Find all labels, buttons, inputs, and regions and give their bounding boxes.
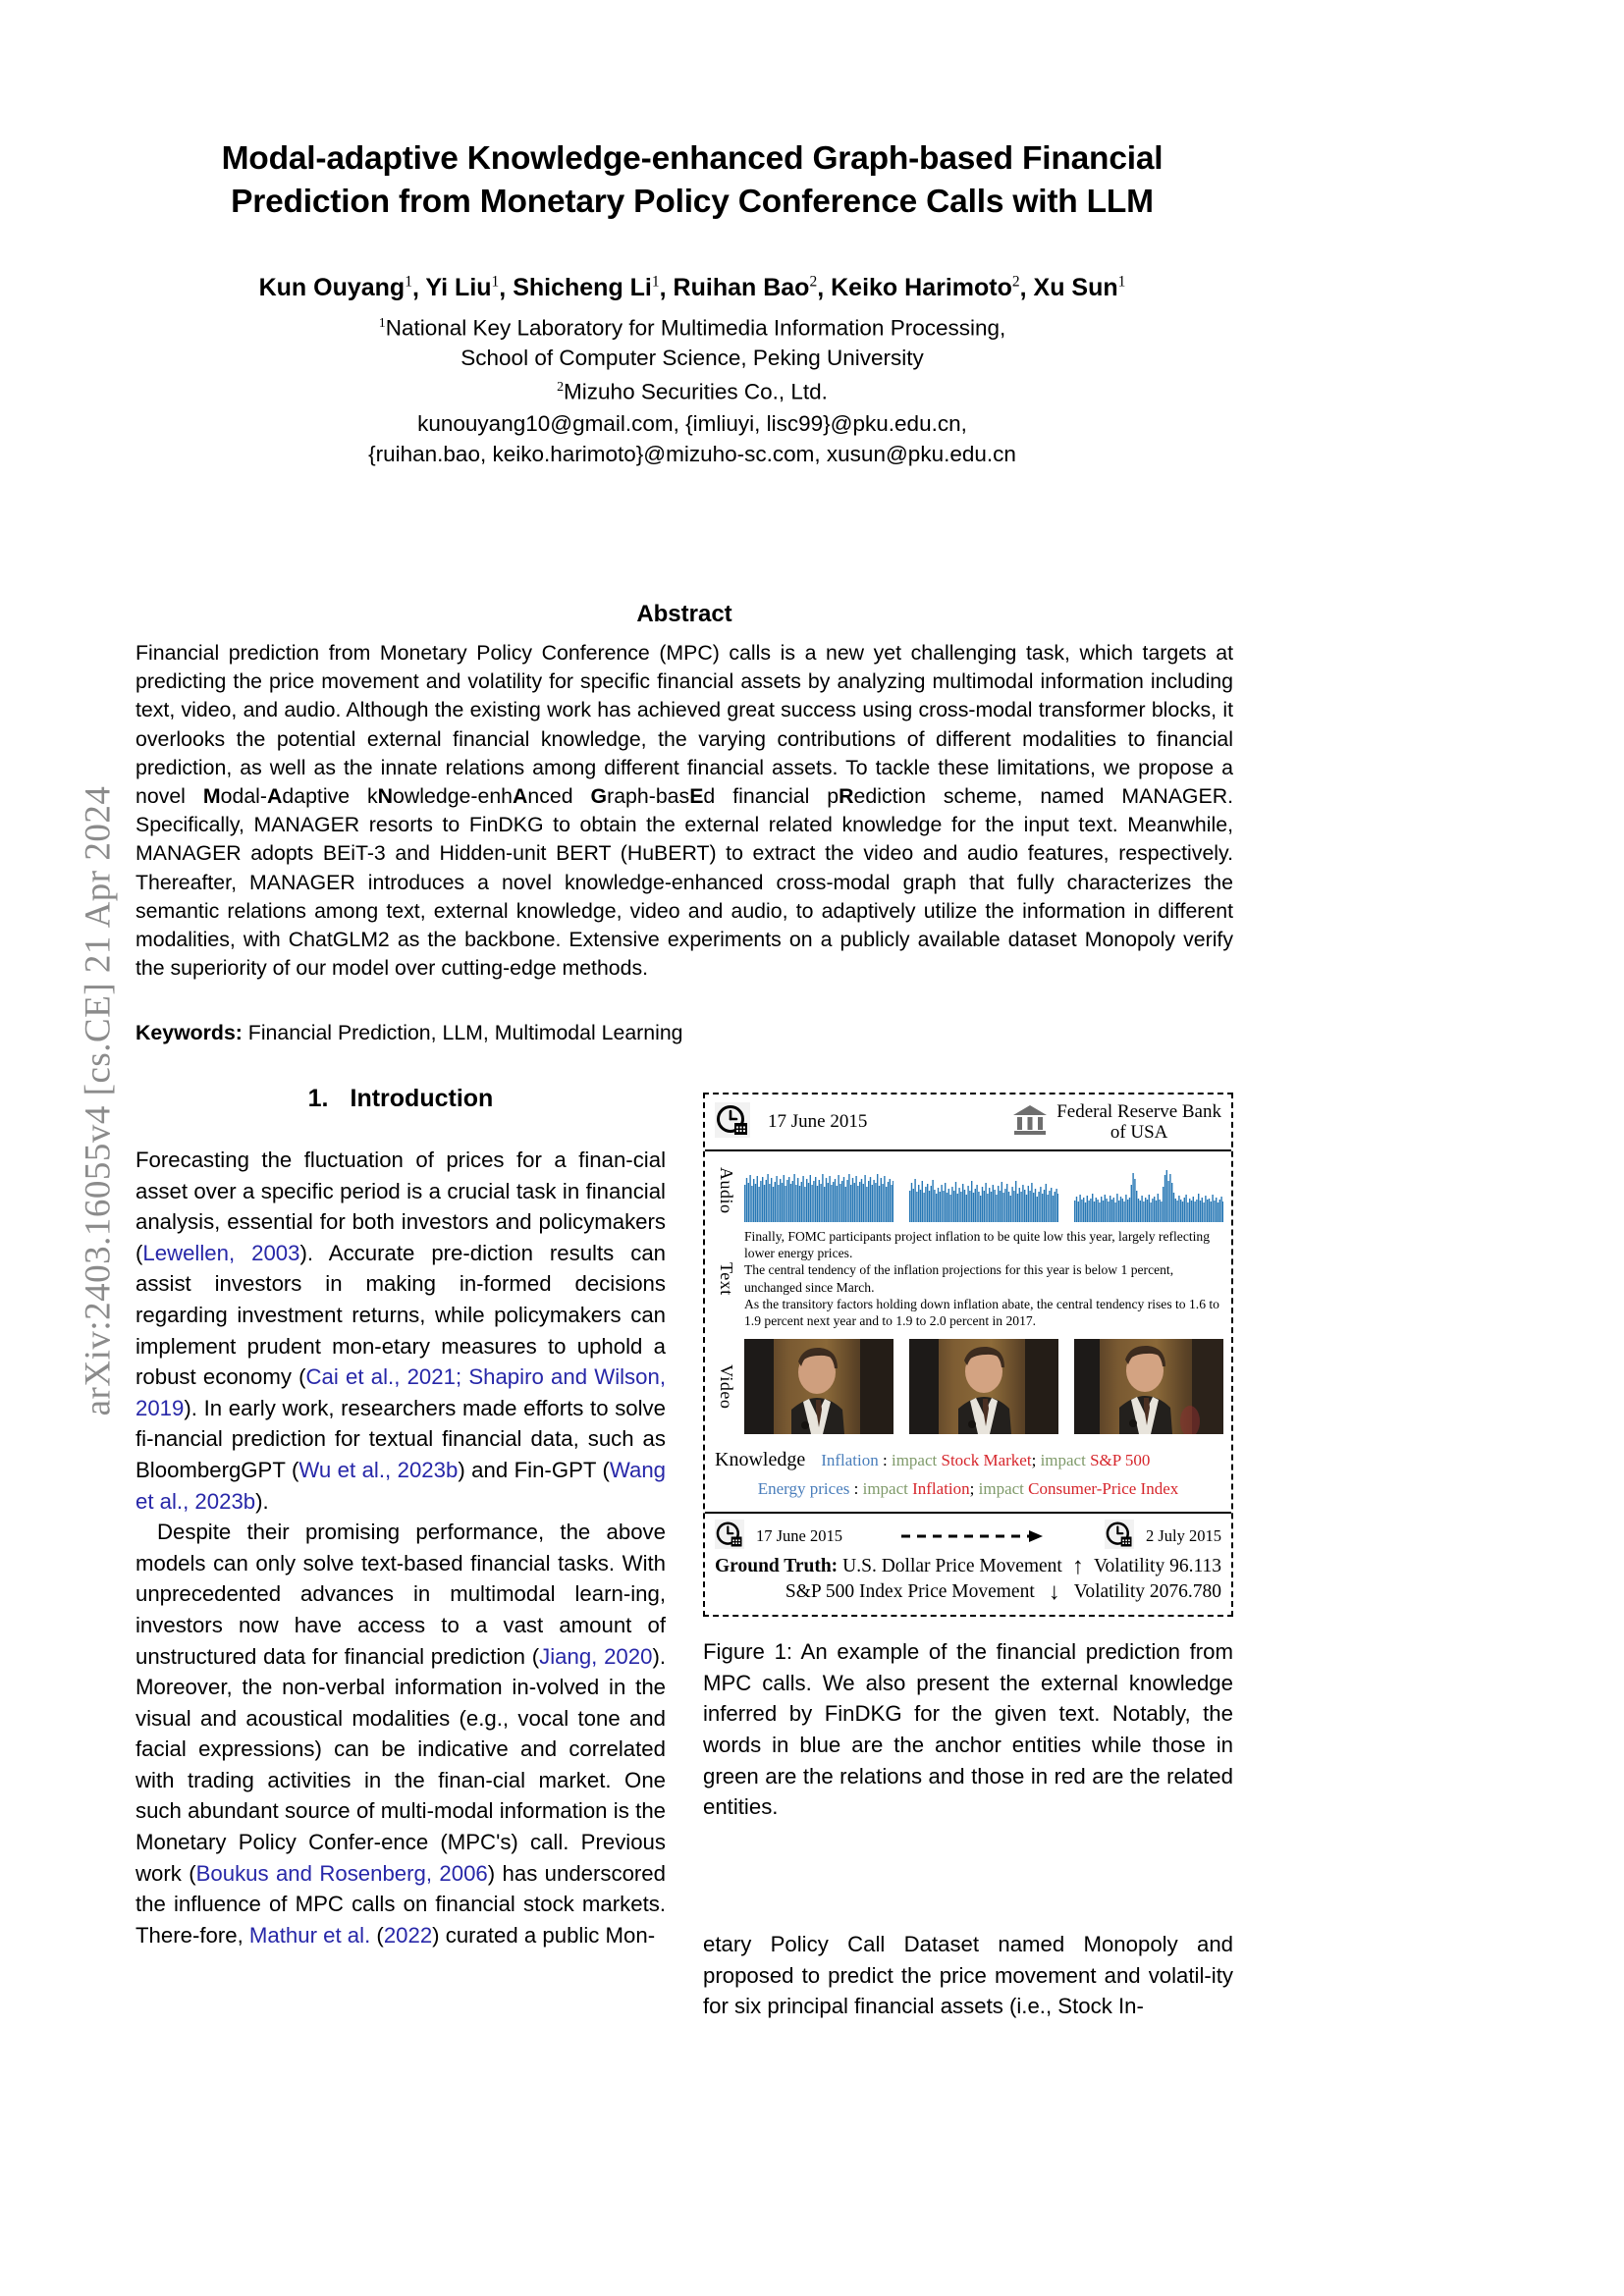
author-3-affil-marker: 1 [651, 274, 660, 291]
abstract-body: Financial prediction from Monetary Policy Conference (MPC) calls is a new yet challenging task, which targets at predicting the price movement and volatility for specific financial assets by analyzing multimodal information including text, video, and audio. Although the existing work has achieved great success using cross-modal transformer blocks, it overlooks the potential external financial knowledge, the varying contributions of different modalities to financial prediction, as well as the innate relations among different financial assets. To tackle these limitations, we propose a novel Modal-Adaptive kNowledge-enhAnced Graph-basEd financial pRediction scheme, named MANAGER. Specifically, MANAGER resorts to FinDKG to obtain the external related knowledge for the input text. Meanwhile, MANAGER adopts BEiT-3 and Hidden-unit BERT (HuBERT) to extract the video and audio features, respectively. Thereafter, MANAGER introduces a novel knowledge-enhanced cross-modal graph that fully characterizes the semantic relations among text, external knowledge, video and audio, to adaptively utilize the information in different modalities, with ChatGLM2 as the backbone. Extensive experiments on a publicly available dataset Monopoly verify the superiority of our model over cutting-edge methods. [135, 641, 1233, 981]
citation-wu-2023b[interactable]: Wu et al., 2023b [298, 1457, 459, 1482]
author-4-affil-marker: 2 [809, 274, 818, 291]
authors-line: Kun Ouyang$^1$, Yi Liu$^1$, Shicheng Li$^1$, Ruihan Bao$^2$, Keiko Harimoto$^2$, Xu Sun$^1$ [258, 274, 1126, 302]
citation-cai-shapiro[interactable]: Cai et al., 2021; Shapiro and Wilson, 2019 [135, 1364, 666, 1420]
gt-volatility-1: Volatility 96.113 [1093, 1556, 1221, 1577]
related-entity-sp500: S&P 500 [1090, 1451, 1151, 1470]
transcript-line-5: As the transitory factors holding down inflation abate, the central tendency rises to 1.6 to [744, 1296, 1219, 1311]
ground-truth-timeline [715, 1520, 1221, 1553]
author-2: Yi Liu$^1$ [425, 274, 500, 302]
knowledge-label: Knowledge [715, 1449, 806, 1471]
timeline-arrow-icon [842, 1529, 1105, 1543]
title-block [152, 137, 1232, 469]
clock-calendar-icon-end [1105, 1520, 1134, 1554]
keywords-value: Financial Prediction, LLM, Multimodal Learning [242, 1021, 683, 1044]
section-1-heading [135, 1085, 666, 1113]
email-line-2: {ruihan.bao, keiko.harimoto}@mizuho-sc.com, xusun@pku.edu.cn [368, 442, 1016, 467]
citation-mathur-name[interactable]: Mathur et al. [248, 1922, 371, 1948]
gt-direction-arrow-up: ↑ [1071, 1554, 1084, 1580]
figure-header-date: 17 June 2015 [768, 1111, 868, 1132]
related-entity-cpi: Consumer-Price Index [1028, 1479, 1179, 1499]
ground-truth-label: Ground Truth: [715, 1556, 839, 1577]
author-6: Xu Sun$^1$ [1033, 274, 1126, 302]
citation-mathur-year[interactable]: 2022 [383, 1922, 433, 1948]
author-5: Keiko Harimoto$^2$ [831, 274, 1020, 302]
left-column [135, 1085, 666, 1950]
relation-impact-4: impact [978, 1479, 1024, 1499]
audio-waveform-2 [909, 1165, 1058, 1222]
citation-lewellen-2003[interactable]: Lewellen, 2003 [142, 1240, 300, 1265]
figure-audio-row [705, 1151, 1231, 1226]
knowledge-line-2 [715, 1473, 1221, 1502]
figure-1-caption: Figure 1: An example of the financial prediction from MPC calls. We also present the external knowledge inferred by FinDKG for the given text. Notably, the words in blue are the anchor entities while those in green are the relations and those in red are the related entities. [703, 1639, 1233, 1820]
abstract-text-pre: Financial prediction from Monetary Policy Conference (MPC) calls is a new yet challenging task, which targets at predicting the price movement and volatility for specific financial assets by analyzing multimodal information including text, video, and audio. Although the existing work has achieved great success using cross-modal transformer blocks, it overlooks the potential external financial knowledge, the varying contributions of different modalities to financial prediction, as well as the innate relations among different financial assets. To tackle these limitations, we propose a novel [135, 641, 1233, 809]
author-6-affil-marker: 1 [1117, 274, 1126, 291]
relation-impact-3: impact [862, 1479, 908, 1499]
knowledge-triple-1: Inflation : impact Stock Market; impact S&P 500 [821, 1451, 1151, 1470]
clock-calendar-icon-start [715, 1520, 744, 1554]
transcript-line-1: Finally, FOMC participants project inflation to be quite low this year, largely reflecting [744, 1229, 1210, 1244]
author-1: Kun Ouyang$^1$ [258, 274, 412, 302]
transcript-line-4: unchanged since March. [744, 1279, 875, 1295]
audio-waveform-3 [1074, 1165, 1223, 1222]
page-title: Modal-adaptive Knowledge-enhanced Graph-based Financial Prediction from Monetary Policy Conference Calls with LLM [221, 140, 1164, 220]
section-1-number: 1. [307, 1085, 329, 1112]
gt-direction-arrow-down: ↓ [1048, 1579, 1060, 1606]
abstract-text-post: scheme, named MANAGER. Specifically, MANAGER resorts to FinDKG to obtain the external related knowledge for the input text. Meanwhile, MANAGER adopts BEiT-3 and Hidden-unit BERT (HuBERT) to extract the video and audio features, respectively. Thereafter, MANAGER introduces a novel knowledge-enhanced cross-modal graph that fully characterizes the semantic relations among text, external knowledge, video and audio, to adaptively utilize the information in different modalities, with ChatGLM2 as the backbone. Extensive experiments on a publicly available dataset Monopoly verify the superiority of our model over cutting-edge methods. [135, 784, 1233, 981]
figure-knowledge-row [705, 1441, 1231, 1514]
knowledge-triple-2: Energy prices : impact Inflation; impact Consumer-Price Index [757, 1479, 1179, 1499]
affiliation-1: $^1$National Key Laboratory for Multimedia Information Processing, [378, 315, 1006, 341]
relation-impact-2: impact [1040, 1451, 1086, 1470]
ground-truth-values [715, 1554, 1221, 1605]
gt-asset-2: S&P 500 Index Price Movement [785, 1581, 1035, 1603]
author-2-affil-marker: 1 [491, 274, 500, 291]
bank-icon [1011, 1102, 1049, 1143]
anchor-entity-inflation: Inflation [821, 1451, 879, 1470]
figure-ground-truth-row [705, 1514, 1231, 1615]
author-5-affil-marker: 2 [1011, 274, 1020, 291]
anchor-entity-energy-prices: Energy prices [757, 1479, 850, 1499]
figure-header-bank: Federal Reserve Bank of USA [1056, 1101, 1221, 1143]
abstract-heading: Abstract [636, 601, 732, 627]
abstract-section [135, 601, 1233, 983]
intro-paragraph-2: Despite their promising performance, the above models can only solve text-based financial tasks. With unprecedented advances in multimodal learn-ing, investors now have access to a vast amount of unstructured data for financial prediction (Jiang, 2020). Moreover, the non-verbal information in-volved in the visual and acoustical modalities (e.g., vocal tone and facial expressions) can be indicative and correlated with trading activities in the finan-cial market. One such abundant source of multi-modal information is the Monetary Policy Confer-ence (MPC's) call. Previous work (Boukus and Rosenberg, 2006) has underscored the influence of MPC calls on financial stock markets. There-fore, Mathur et al. (2022) curated a public Mon- [135, 1520, 666, 1948]
clock-calendar-icon [715, 1102, 750, 1143]
citation-jiang-2020[interactable]: Jiang, 2020 [539, 1643, 653, 1669]
figure-1-frame [703, 1093, 1233, 1617]
transcript-line-6: 1.9 percent next year and to 1.9 to 2.0 percent in 2017. [744, 1313, 1037, 1329]
text-modality-label: Text [717, 1261, 736, 1296]
ground-truth-start-date: 17 June 2015 [756, 1526, 842, 1546]
arxiv-stamp-text: arXiv:2403.16055v4 [cs.CE] 21 Apr 2024 [78, 785, 119, 1416]
author-3: Shicheng Li$^1$ [513, 274, 660, 302]
transcript-line-2: lower energy prices. [744, 1246, 853, 1261]
intro-paragraph-1: Forecasting the fluctuation of prices for a finan-cial asset over a specific period is a crucial task in financial analysis, essential for both investors and policymakers (Lewellen, 2003). Accurate pre-diction results can assist investors in making in-formed decisions regarding investment returns, while policymakers can implement prudent mon-etary measures to uphold a robust economy (Cai et al., 2021; Shapiro and Wilson, 2019). In early work, researchers made efforts to solve fi-nancial prediction for textual financial data, such as BloombergGPT (Wu et al., 2023b) and Fin-GPT (Wang et al., 2023b). [135, 1148, 666, 1514]
keywords-line [135, 1019, 1233, 1047]
figure-header-row [705, 1095, 1231, 1151]
keywords-label: Keywords: [135, 1021, 243, 1044]
author-1-affil-marker: 1 [405, 274, 412, 291]
video-frame-3 [1074, 1339, 1223, 1434]
audio-modality-label: Audio [717, 1167, 736, 1214]
ground-truth-row-1 [715, 1554, 1221, 1579]
figure-video-row [705, 1331, 1231, 1441]
video-frame-1 [744, 1339, 893, 1434]
affiliation-1b: School of Computer Science, Peking University [460, 345, 924, 370]
citation-boukus-rosenberg-2006[interactable]: Boukus and Rosenberg, 2006 [195, 1860, 488, 1886]
author-4: Ruihan Bao$^2$ [673, 274, 818, 302]
paper-page [133, 0, 1488, 2296]
figure-text-row [705, 1226, 1231, 1331]
video-modality-label: Video [717, 1363, 736, 1409]
right-column-bottom-paragraph: etary Policy Call Dataset named Monopoly and proposed to predict the price movement and volatil-ity for six principal financial assets (i.e., Stock In- [703, 1932, 1233, 2019]
related-entity-stock-market: Stock Market [941, 1451, 1032, 1470]
citation-wang-2023b[interactable]: Wang et al., 2023b [135, 1457, 666, 1514]
audio-waveform-1 [744, 1165, 893, 1222]
video-frames [736, 1337, 1223, 1435]
arxiv-stamp [0, 0, 137, 2296]
email-line-1: kunouyang10@gmail.com, {imliuyi, lisc99}@pku.edu.cn, [417, 411, 967, 437]
transcript-line-3: The central tendency of the inflation projections for this year is below 1 percent, [744, 1262, 1174, 1278]
affiliation-block [152, 309, 1232, 406]
relation-impact-1: impact [891, 1451, 938, 1470]
audio-waveforms [736, 1159, 1223, 1222]
gt-volatility-2: Volatility 2076.780 [1073, 1581, 1221, 1603]
section-1-title: Introduction [350, 1085, 494, 1112]
figure-1 [703, 1093, 1233, 1823]
email-block [152, 408, 1232, 469]
ground-truth-end-date: 2 July 2015 [1145, 1526, 1221, 1546]
affiliation-2: $^2$Mizuho Securities Co., Ltd. [557, 379, 828, 404]
figure-transcript [736, 1228, 1223, 1329]
ground-truth-row-2 [715, 1579, 1221, 1605]
video-frame-2 [909, 1339, 1058, 1434]
related-entity-inflation: Inflation [912, 1479, 970, 1499]
gt-asset-1: U.S. Dollar Price Movement [842, 1556, 1062, 1577]
knowledge-line-1 [715, 1447, 1221, 1473]
